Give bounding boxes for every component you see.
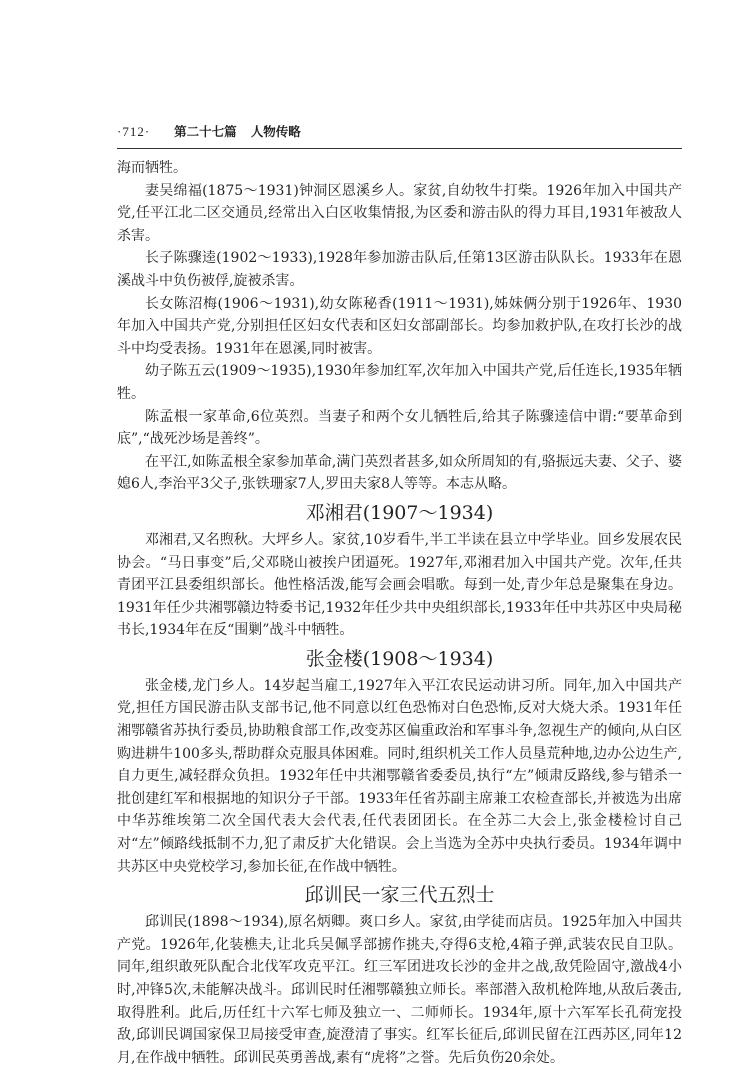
biography-deng-xiangjun	[117, 500, 682, 642]
running-header	[117, 120, 682, 144]
part-label: 第二十七篇	[174, 124, 237, 139]
paragraph: 邓湘君,又名煦秋。大坪乡人。家贫,10岁看牛,半工半读在县立中学毕业。回乡发展农民协会。“马日事变”后,父邓晓山被挨户团逼死。1927年,邓湘君加入中国共产党。次年,任共青团平江县委组织部长。他性格活泼,能写会画会唱歌。每到一处,青少年总是聚集在身边。1931年任少共湘鄂赣边特委书记,1932年任少共中央组织部长,1933年任中共苏区中央局秘书长,1934年在反“围剿”战斗中牺牲。	[117, 531, 682, 639]
paragraph: 幼子陈五云(1909～1935),1930年参加红军,次年加入中国共产党,后任连长,1935年牺牲。	[117, 363, 682, 402]
chapter-title: 人物传略	[250, 124, 301, 139]
intro-section	[117, 157, 682, 496]
section-title	[174, 120, 315, 144]
paragraph: 在平江,如陈孟根全家参加革命,满门英烈者甚多,如众所周知的有,骆振远夫妻、父子、婆媳6人,李治平3父子,张铁珊家7人,罗田夫家8人等等。本志从略。	[117, 453, 682, 493]
paragraph: 长子陈骤逵(1902～1933),1928年参加游击队后,任第13区游击队队长。1933年在恩溪战斗中负伤被俘,旋被杀害。	[117, 250, 682, 289]
biography-zhang-jinlou	[117, 646, 682, 878]
page-number: ·712·	[117, 124, 151, 139]
paragraph: 海而牺牲。	[117, 160, 187, 176]
biography-heading: 邱训民一家三代五烈士	[304, 884, 495, 907]
biography-qiu-xunmin	[117, 882, 682, 1069]
paragraph: 妻吴绵福(1875～1931)钟洞区恩溪乡人。家贫,自幼牧牛打柴。1926年加入中国共产党,任平江北二区交通员,经常出入白区收集情报,为区委和游击队的得力耳目,1931年被敌人杀害。	[117, 182, 682, 244]
paragraph: 张金楼,龙门乡人。14岁起当雇工,1927年入平江农民运动讲习所。同年,加入中国共产党,担任方国民游击队支部书记,他不同意以红色恐怖对白色恐怖,反对大烧大杀。1931年任湘鄂赣省苏执行委员,协助粮食部工作,改变苏区偏重政治和军事斗争,忽视生产的倾向,从白区购进耕牛100多头,帮助群众克服具体困难。同时,组织机关工作人员垦荒种地,边办公边生产,自力更生,减轻群众负担。1932年任中共湘鄂赣省委委员,执行“左”倾肃反路线,参与错杀一批创建红军和根据地的知识分子干部。1933年任省苏副主席兼工农检查部长,并被选为出席中华苏维埃第二次全国代表大会代表,任代表团团长。在全苏二大会上,张金楼检讨自己对“左”倾路线抵制不力,犯了肃反扩大化错误。会上当选为全苏中央执行委员。1934年调中共苏区中央党校学习,参加长征,在作战中牺牲。	[117, 677, 682, 875]
biography-heading: 张金楼(1908～1934)	[305, 647, 494, 670]
paragraph: 邱训民(1898～1934),原名炳卿。爽口乡人。家贫,由学徒而店员。1925年加入中国共产党。1926年,化装樵夫,让北兵吴佩孚部掳作挑夫,夺得6支枪,4箱子弹,武装农民自卫队。同年,组织敢死队配合北伐军攻克平江。红三军团进攻长沙的金井之战,敌凭险固守,激战4小时,冲锋5次,未能解决战斗。邱训民时任湘鄂赣独立师长。率部潜入敌机枪阵地,从敌后袭击,取得胜利。此后,历任红十六军七师及独立一、二师师长。1934年,原十六军军长孔荷宠投敌,邱训民调国家保卫局接受审查,旋澄清了事实。红军长征后,邱训民留在江西苏区,同年12月,在作战中牺牲。邱训民英勇善战,素有“虎将”之誉。先后负伤20余处。	[117, 914, 682, 1066]
paragraph: 陈孟根一家革命,6位英烈。当妻子和两个女儿牺牲后,给其子陈骤逵信中谓:“要革命到底”,“战死沙场是善终”。	[117, 408, 682, 448]
header-rule	[117, 148, 682, 149]
biography-heading: 邓湘君(1907～1934)	[305, 501, 494, 524]
paragraph: 长女陈沼梅(1906～1931),幼女陈秘香(1911～1931),姊妹俩分别于1926年、1930年加入中国共产党,分别担任区妇女代表和区妇女部副部长。均参加救护队,在攻打长沙的战斗中均受表扬。1931年在恩溪,同时被害。	[117, 295, 682, 357]
document-page	[117, 120, 682, 1069]
